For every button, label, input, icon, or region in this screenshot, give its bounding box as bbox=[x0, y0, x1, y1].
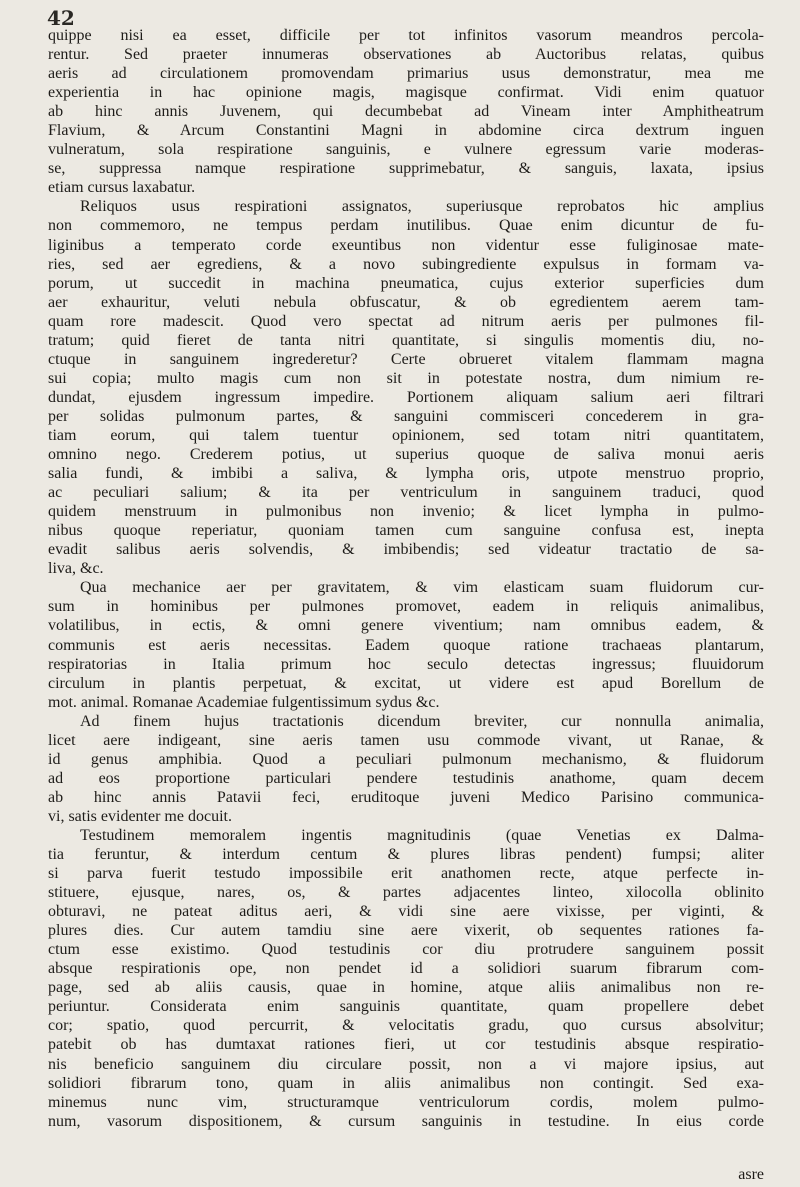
text-line: non commemoro, ne tempus perdam inutilibus. Quae enim dicuntur de fu- bbox=[48, 217, 764, 235]
text-line: aer exhauritur, veluti nebula obfuscatur, & ob egredientem aerem tam- bbox=[48, 293, 764, 311]
text-line: ac peculiari salium; & ita per ventriculum in sanguinem traduci, quod bbox=[48, 484, 764, 502]
text-line: quippe nisi ea esset, difficile per tot infinitos vasorum meandros percola- bbox=[48, 27, 764, 44]
text-line: quidem menstruum in pulmonibus non invenio; & licet lympha in pulmo- bbox=[48, 503, 764, 521]
text-line: evadit salibus aeris solvendis, & imbibendis; sed videatur tractatio de sa- bbox=[48, 541, 764, 559]
text-line: nis beneficio sanguinem diu circulare possit, non a vi majore ipsius, aut bbox=[48, 1055, 764, 1073]
text-line: se, suppressa namque respiratione supprimebatur, & sanguis, laxata, ipsius bbox=[48, 160, 764, 178]
text-line: absque respirationis ope, non pendet id a solidiori suarum fibrarum com- bbox=[48, 960, 764, 978]
text-line: quam rore madescit. Quod vero spectat ad nitrum aeris per pulmones fil- bbox=[48, 312, 764, 330]
text-line: dundat, ejusdem ingressum impedire. Portionem aliquam salium aeri filtrari bbox=[48, 388, 764, 406]
text-line: obturavi, ne pateat aditus aeri, & vidi sine aere vixisse, per viginti, & bbox=[48, 903, 764, 921]
text-line: ries, sed aer egrediens, & a novo subingrediente expulsus in formam va- bbox=[48, 255, 764, 273]
page-number: 42 bbox=[47, 6, 75, 30]
text-line: Testudinem memoralem ingentis magnitudinis (quae Venetias ex Dalma- bbox=[80, 826, 764, 844]
text-line: omnino nego. Crederem potius, ut superius quoque de saliva monui aeris bbox=[48, 446, 764, 464]
text-line: licet aere indigeant, sine aeris tamen usu commode vivant, ut Ranae, & bbox=[48, 731, 764, 749]
text-line: etiam cursus laxabatur. bbox=[48, 179, 196, 197]
text-line: vi, satis evidenter me docuit. bbox=[48, 807, 232, 825]
text-line: respiratorias in Italia primum hoc seculo detectas ingressus; fluuidorum bbox=[48, 655, 764, 673]
text-line: sum in hominibus per pulmones promovet, eadem in reliquis animalibus, bbox=[48, 598, 764, 616]
text-line: vulneratum, sola respiratione sanguinis, e vulnere egressum varie moderas- bbox=[48, 141, 764, 159]
text-line: plures dies. Cur autem tamdiu sine aere vixerit, ob sequentes rationes fa- bbox=[48, 922, 764, 940]
text-line: Reliquos usus respirationi assignatos, superiusque reprobatos hic amplius bbox=[80, 198, 764, 216]
text-line: per solidas pulmonum partes, & sanguini commisceri concederem in gra- bbox=[48, 407, 764, 425]
text-line: tratum; quid fieret de tanta nitri quantitate, si singulis momentis diu, no- bbox=[48, 331, 764, 349]
text-line: ctum esse existimo. Quod testudinis cor diu protrudere sanguinem possit bbox=[48, 941, 764, 959]
catchword: asre bbox=[738, 1166, 764, 1183]
text-line: liva, &c. bbox=[48, 560, 104, 578]
text-line: communis est aeris necessitas. Eadem quoque ratione trachaeas plantarum, bbox=[48, 636, 764, 654]
text-line: porum, ut succedit in machina pneumatica, cujus exterior superficies dum bbox=[48, 274, 764, 292]
text-line: patebit ob has dumtaxat rationes fieri, ut cor testudinis absque respiratio- bbox=[48, 1036, 764, 1054]
text-line: circulum in plantis perpetuat, & excitat, ut videre est apud Borellum de bbox=[48, 674, 764, 692]
body-text bbox=[48, 26, 764, 1131]
text-line: id genus amphibia. Quod a peculiari pulmonum mechanismo, & fluidorum bbox=[48, 750, 764, 768]
text-line: ab hinc annis Juvenem, qui decumbebat ad Vineam inter Amphitheatrum bbox=[48, 103, 764, 121]
text-line: liginibus a temperato corde exeuntibus non videntur esse fuliginosae mate- bbox=[48, 236, 764, 254]
text-line: volatilibus, in ectis, & omni genere viventium; nam omnibus eadem, & bbox=[48, 617, 764, 635]
text-line: nibus quoque reperiatur, quoniam tamen cum sanguine confusa est, inepta bbox=[48, 522, 764, 540]
text-line: tia feruntur, & interdum centum & plures libras pendent) fumpsi; aliter bbox=[48, 846, 764, 864]
text-line: Flavium, & Arcum Constantini Magni in abdomine circa dextrum inguen bbox=[48, 122, 764, 140]
text-line: mot. animal. Romanae Academiae fulgentissimum sydus &c. bbox=[48, 693, 440, 711]
text-line: aeris ad circulationem promovendam primarius usus demonstratur, mea me bbox=[48, 65, 764, 83]
text-line: Ad finem hujus tractationis dicendum breviter, cur nonnulla animalia, bbox=[80, 712, 764, 730]
text-line: solidiori fibrarum tono, quam in aliis animalibus non contingit. Sed exa- bbox=[48, 1074, 764, 1092]
text-line: Qua mechanice aer per gravitatem, & vim elasticam suam fluidorum cur- bbox=[80, 579, 764, 597]
text-line: si parva fuerit testudo impossibile erit anathomen recte, atque perfecte in- bbox=[48, 865, 764, 883]
text-line: experientia in hac opinione magis, magisque confirmat. Vidi enim quatuor bbox=[48, 84, 764, 102]
text-line: ab hinc annis Patavii feci, eruditoque juveni Medico Parisino communica- bbox=[48, 788, 764, 806]
text-line: sui copia; multo magis cum non sit in potestate nostra, dum nimium re- bbox=[48, 369, 764, 387]
text-line: num, vasorum dispositionem, & cursum sanguinis in testudine. In eius corde bbox=[48, 1112, 764, 1130]
text-line: ad eos proportione particulari pendere testudinis anathome, quam decem bbox=[48, 769, 764, 787]
text-line: salia fundi, & imbibi a saliva, & lympha oris, utpote menstruo proprio, bbox=[48, 465, 764, 483]
page-footer bbox=[48, 1166, 764, 1186]
text-line: minemus nunc vim, structuramque ventriculorum cordis, molem pulmo- bbox=[48, 1093, 764, 1111]
text-line: tiam eorum, qui talem tuentur opinionem, sed totam nitri quantitatem, bbox=[48, 426, 764, 444]
text-line: cor; spatio, quod percurrit, & velocitatis gradu, quo cursus absolvitur; bbox=[48, 1017, 764, 1035]
text-line: stituere, ejusque, nares, os, & partes adjacentes linteo, xilocolla oblinito bbox=[48, 884, 764, 902]
text-line: ctuque in sanguinem ingrederetur? Certe obrueret vitalem flammam magna bbox=[48, 350, 764, 368]
text-line: rentur. Sed praeter innumeras observationes ab Auctoribus relatas, quibus bbox=[48, 46, 764, 64]
text-line: periuntur. Considerata enim sanguinis quantitate, quam propellere debet bbox=[48, 998, 764, 1016]
text-line: page, sed ab aliis causis, quae in homine, atque aliis animalibus non re- bbox=[48, 979, 764, 997]
